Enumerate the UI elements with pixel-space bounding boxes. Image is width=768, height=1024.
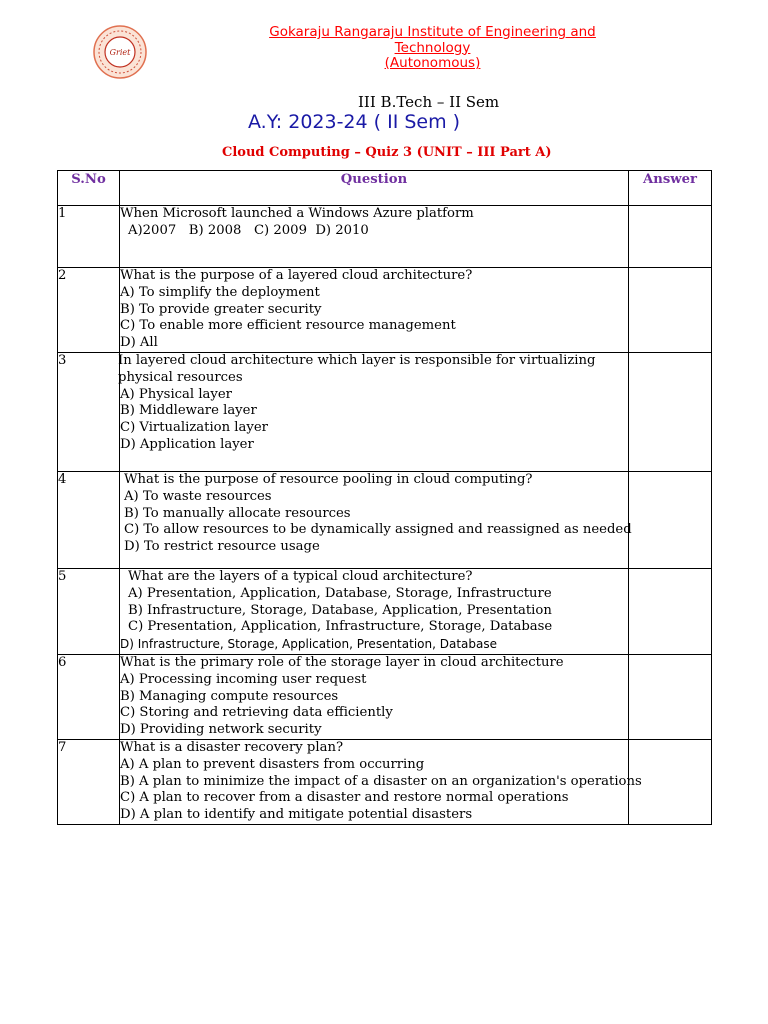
question-cell <box>120 206 629 268</box>
svg-text:Griet: Griet <box>109 48 131 57</box>
row-sno: 1 <box>58 206 120 268</box>
option: B) A plan to minimize the impact of a disaster on an organization's operations <box>120 773 642 789</box>
option: D) Infrastructure, Storage, Application, Presentation, Database <box>120 637 497 652</box>
option: C) To allow resources to be dynamically assigned and reassigned as needed <box>124 522 632 538</box>
table-row <box>58 471 712 568</box>
option: A) Physical layer <box>120 386 232 402</box>
row-sno: 2 <box>58 268 120 353</box>
row-sno: 3 <box>58 352 120 471</box>
option: A) A plan to prevent disasters from occurring <box>120 756 425 772</box>
question-cell <box>120 268 629 353</box>
table-row <box>58 352 712 471</box>
question-text: What is a disaster recovery plan? <box>120 739 344 755</box>
answer-cell[interactable] <box>629 352 712 471</box>
option: D) Providing network security <box>120 722 322 738</box>
question-cell <box>120 471 632 568</box>
answer-cell[interactable] <box>629 206 712 268</box>
answer-cell[interactable] <box>629 654 712 739</box>
institute-line-3: (Autonomous) <box>384 55 481 71</box>
institute-line-2: Technology <box>394 39 471 56</box>
answer-cell[interactable] <box>629 268 712 353</box>
question-cell <box>120 352 629 471</box>
question-text: When Microsoft launched a Windows Azure platform <box>120 206 474 221</box>
row-sno: 6 <box>58 654 120 739</box>
option: A) Presentation, Application, Database, Storage, Infrastructure <box>128 585 552 601</box>
question-cell <box>120 568 629 654</box>
option: D) A plan to identify and mitigate potential disasters <box>120 807 473 823</box>
option: A) Processing incoming user request <box>120 671 367 687</box>
institute-logo <box>92 24 148 80</box>
option: A)2007 B) 2008 C) 2009 D) 2010 <box>128 222 369 238</box>
question-text: What is the purpose of a layered cloud architecture? <box>120 268 473 283</box>
option: C) Presentation, Application, Infrastructure, Storage, Database <box>128 619 553 635</box>
academic-year: A.Y: 2023-24 ( II Sem ) <box>248 111 461 133</box>
course-title: III B.Tech – II Sem <box>358 93 500 111</box>
question-text: What are the layers of a typical cloud architecture? <box>128 568 473 584</box>
answer-cell[interactable] <box>629 471 712 568</box>
option: D) All <box>120 335 158 351</box>
question-cell <box>120 739 642 824</box>
answer-cell[interactable] <box>629 568 712 654</box>
table-header-row <box>58 171 712 206</box>
header-answer: Answer <box>629 171 712 206</box>
option: C) Virtualization layer <box>120 420 268 436</box>
question-cell <box>120 654 629 739</box>
option: D) Application layer <box>120 436 254 452</box>
row-sno: 5 <box>58 568 120 654</box>
question-text: What is the primary role of the storage layer in cloud architecture <box>120 654 564 670</box>
option: B) To manually allocate resources <box>124 505 351 521</box>
quiz-title: Cloud Computing – Quiz 3 (UNIT – III Part A) <box>222 145 552 160</box>
option: C) To enable more efficient resource management <box>120 318 456 334</box>
option: A) To simplify the deployment <box>120 284 320 300</box>
header-sno: S.No <box>58 171 120 206</box>
option: A) To waste resources <box>124 488 272 504</box>
option: B) To provide greater security <box>120 301 322 317</box>
table-row <box>58 568 712 654</box>
institute-name <box>220 25 645 72</box>
question-text: What is the purpose of resource pooling in cloud computing? <box>124 471 533 487</box>
row-sno: 4 <box>58 471 120 568</box>
option: C) A plan to recover from a disaster and restore normal operations <box>120 790 569 806</box>
option: B) Middleware layer <box>120 403 257 419</box>
header-question: Question <box>120 171 629 206</box>
table-row <box>58 206 712 268</box>
option: C) Storing and retrieving data efficiently <box>120 705 393 721</box>
quiz-table <box>57 170 712 825</box>
question-text: In layered cloud architecture which layer is responsible for virtualizing physical resources <box>118 352 596 385</box>
option: B) Infrastructure, Storage, Database, Application, Presentation <box>128 602 552 618</box>
institute-line-1: Gokaraju Rangaraju Institute of Engineering and <box>269 24 596 40</box>
row-sno: 7 <box>58 739 120 824</box>
table-row <box>58 739 712 824</box>
option: D) To restrict resource usage <box>124 539 320 555</box>
option: B) Managing compute resources <box>120 688 339 704</box>
table-row <box>58 268 712 353</box>
table-row <box>58 654 712 739</box>
